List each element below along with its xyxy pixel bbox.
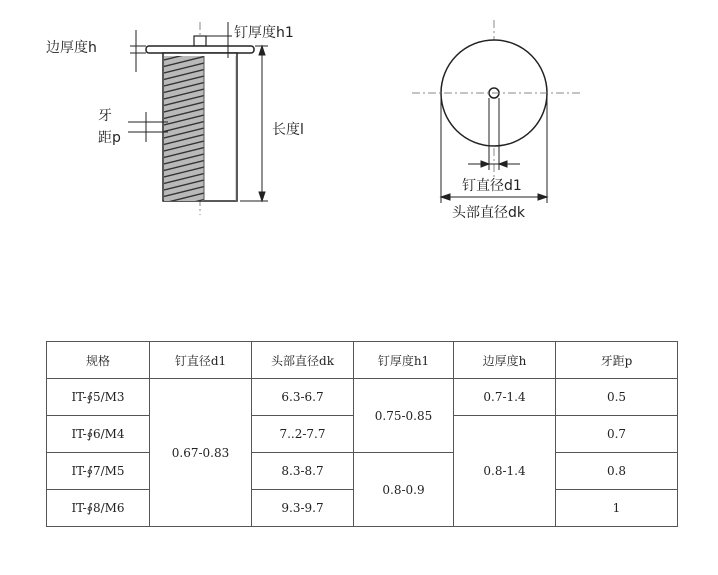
cell-head-diameter: 8.3-8.7 [252,453,354,490]
header-spec: 规格 [47,342,150,379]
stud-head-flange [146,46,254,53]
label-thread-pitch-line1: 牙 [98,108,112,124]
cell-head-thickness: 0.8-1.4 [454,416,556,527]
cell-head-thickness: 0.7-1.4 [454,379,556,416]
cell-pin-thickness: 0.75-0.85 [354,379,454,453]
dimension-head-thickness [130,30,146,72]
cell-pitch: 0.5 [556,379,678,416]
header-pin-thickness: 钉厚度h1 [354,342,454,379]
dimension-thread-pitch [128,112,168,142]
table-row [47,453,678,490]
label-thread-pitch-line2: 距p [98,130,121,146]
cell-pin-thickness: 0.8-0.9 [354,453,454,527]
thread-line [164,206,204,216]
label-length: 长度l [272,122,304,138]
stud-pin-tip [194,36,206,46]
header-head-diameter: 头部直径dk [252,342,354,379]
cell-pitch: 0.8 [556,453,678,490]
table-row [47,379,678,416]
dimension-length [240,46,268,201]
cell-spec: IT-∮6/M4 [47,416,150,453]
stud-top-view [412,20,582,180]
label-head-thickness: 边厚度h [46,40,97,56]
table-header-row [47,342,678,379]
cell-head-diameter: 6.3-6.7 [252,379,354,416]
cell-head-diameter: 7..2-7.7 [252,416,354,453]
cell-pitch: 1 [556,490,678,527]
label-pin-diameter: 钉直径d1 [462,178,522,194]
header-pitch: 牙距p [556,342,678,379]
thread-line [164,213,204,223]
cell-pitch: 0.7 [556,416,678,453]
cell-pin-diameter: 0.67-0.83 [150,379,252,527]
header-head-thickness: 边厚度h [454,342,556,379]
spec-table [46,341,678,527]
header-pin-diameter: 钉直径d1 [150,342,252,379]
label-pin-thickness: 钉厚度h1 [234,25,294,41]
cell-spec: IT-∮8/M6 [47,490,150,527]
cell-spec: IT-∮7/M5 [47,453,150,490]
label-head-diameter: 头部直径dk [452,205,525,221]
cell-head-diameter: 9.3-9.7 [252,490,354,527]
cell-spec: IT-∮5/M3 [47,379,150,416]
